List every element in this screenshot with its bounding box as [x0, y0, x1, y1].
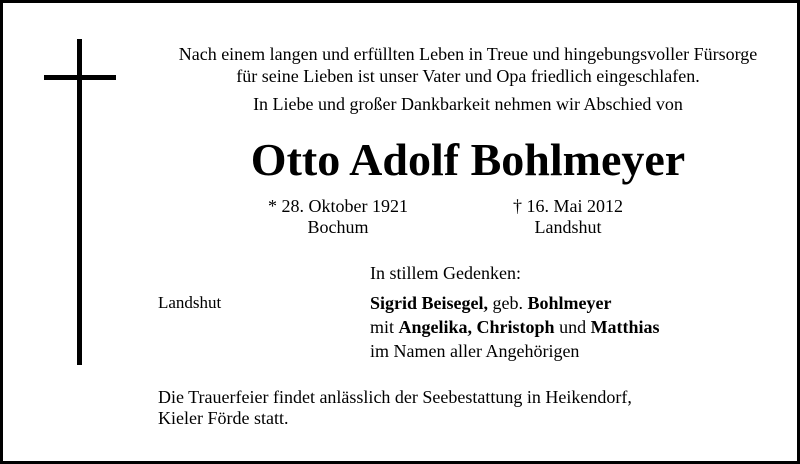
mourner-line-1	[370, 292, 611, 314]
maiden-name: Bohlmeyer	[527, 293, 612, 313]
birth-place: Bochum	[307, 217, 369, 237]
children-names: Angelika, Christoph	[398, 317, 555, 337]
cross-icon	[77, 39, 82, 365]
ceremony-line-2: Kieler Förde statt.	[158, 408, 289, 428]
mourners-heading: In stillem Gedenken:	[370, 263, 521, 283]
cross-icon-bar	[44, 75, 116, 80]
geb-label: geb.	[488, 293, 528, 313]
child-name: Matthias	[590, 317, 660, 337]
mourner-line-2	[370, 316, 660, 338]
mourners-location: Landshut	[158, 293, 222, 312]
und-label: und	[554, 317, 591, 337]
intro-line-1: Nach einem langen und erfüllten Leben in Treue und hingebungsvoller Fürsorge	[178, 44, 758, 64]
mit-label: mit	[370, 317, 399, 337]
intro-line-2: für seine Lieben ist unser Vater und Opa friedlich eingeschlafen.	[236, 66, 700, 86]
mourner-name: Sigrid Beisegel,	[370, 293, 488, 313]
intro-line-3: In Liebe und großer Dankbarkeit nehmen wir Abschied von	[253, 94, 683, 114]
birth-date: * 28. Oktober 1921	[268, 196, 408, 216]
death-place: Landshut	[534, 217, 602, 237]
ceremony-line-1: Die Trauerfeier findet anlässlich der Seebestattung in Heikendorf,	[158, 387, 632, 407]
death-date: † 16. Mai 2012	[513, 196, 623, 216]
deceased-name: Otto Adolf Bohlmeyer	[250, 134, 686, 185]
mourner-line-3: im Namen aller Angehörigen	[370, 341, 580, 361]
